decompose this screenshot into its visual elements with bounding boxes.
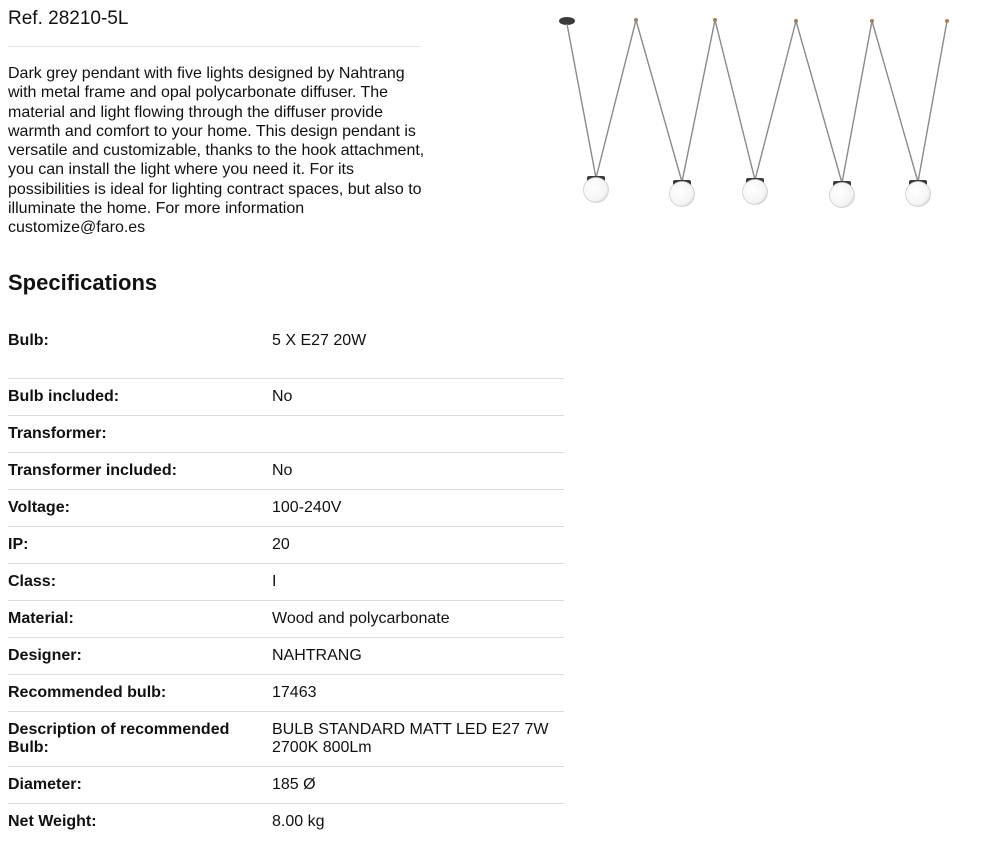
globe-diffuser [670, 182, 695, 207]
spec-value: 5 X E27 20W [272, 332, 367, 349]
spec-row-material [8, 601, 564, 638]
spec-value: Wood and polycarbonate [272, 610, 450, 627]
spec-label: Bulb included: [8, 388, 120, 405]
spec-row-transformer-included [8, 453, 564, 490]
specifications-title: Specifications [8, 270, 158, 295]
spec-label: Description of recommended Bulb: [8, 721, 230, 756]
product-description: Dark grey pendant with five lights designed by Nahtrang with metal frame and opal polycarbonate diffuser. The material and light flowing through the diffuser provide warmth and comfort to your home. This design pendant is versatile and customizable, thanks to the hook attachment, you can install the light where you need it. For its possibilities is ideal for lighting contract spaces, but also to illuminate the home. For more information customize@faro.es [8, 65, 425, 237]
spec-value: 8.00 kg [272, 813, 325, 830]
spec-value: 17463 [272, 684, 317, 701]
spec-label: Voltage: [8, 499, 70, 516]
spec-value: 100-240V [272, 499, 342, 516]
specifications-table [8, 322, 564, 840]
spec-label: Bulb: [8, 332, 49, 349]
globe-diffuser [830, 183, 855, 208]
lamp [906, 180, 931, 207]
spec-label: IP: [8, 536, 29, 553]
lamp [670, 180, 695, 207]
spec-label: Recommended bulb: [8, 684, 167, 701]
globe-diffuser [584, 178, 609, 203]
spec-row-class [8, 564, 564, 601]
spec-value: BULB STANDARD MATT LED E27 7W 2700K 800Lm [272, 721, 549, 756]
spec-row-transformer [8, 416, 564, 453]
lamp [743, 178, 768, 205]
spec-row-recommended-bulb [8, 675, 564, 712]
pendant-lamp-image [556, 10, 960, 214]
spec-label: Diameter: [8, 776, 82, 793]
divider [8, 46, 421, 47]
spec-row-designer [8, 638, 564, 675]
spec-value: 185 Ø [272, 776, 316, 793]
spec-row-bulb [8, 322, 564, 379]
spec-label: Class: [8, 573, 57, 590]
spec-row-recommended-bulb-description [8, 712, 564, 767]
spec-label: Material: [8, 610, 74, 627]
spec-label: Net Weight: [8, 813, 97, 830]
lamp [584, 176, 609, 203]
ceiling-canopy [559, 17, 575, 25]
spec-row-ip [8, 527, 564, 564]
spec-label: Transformer included: [8, 462, 177, 479]
spec-row-diameter [8, 767, 564, 804]
spec-row-bulb-included [8, 379, 564, 416]
spec-row-net-weight [8, 804, 564, 841]
product-reference: Ref. 28210-5L [8, 8, 129, 29]
globe-diffuser [743, 180, 768, 205]
spec-label: Transformer: [8, 425, 107, 442]
ceiling-hooks [634, 18, 949, 23]
globe-diffuser [906, 182, 931, 207]
spec-label: Designer: [8, 647, 82, 664]
spec-value: No [272, 388, 293, 405]
cable [567, 20, 947, 183]
spec-value: No [272, 462, 293, 479]
lamp [830, 181, 855, 208]
spec-row-voltage [8, 490, 564, 527]
spec-value: NAHTRANG [272, 647, 362, 664]
spec-value: 20 [272, 536, 290, 553]
spec-value: I [272, 573, 277, 590]
spec-value [272, 416, 564, 453]
